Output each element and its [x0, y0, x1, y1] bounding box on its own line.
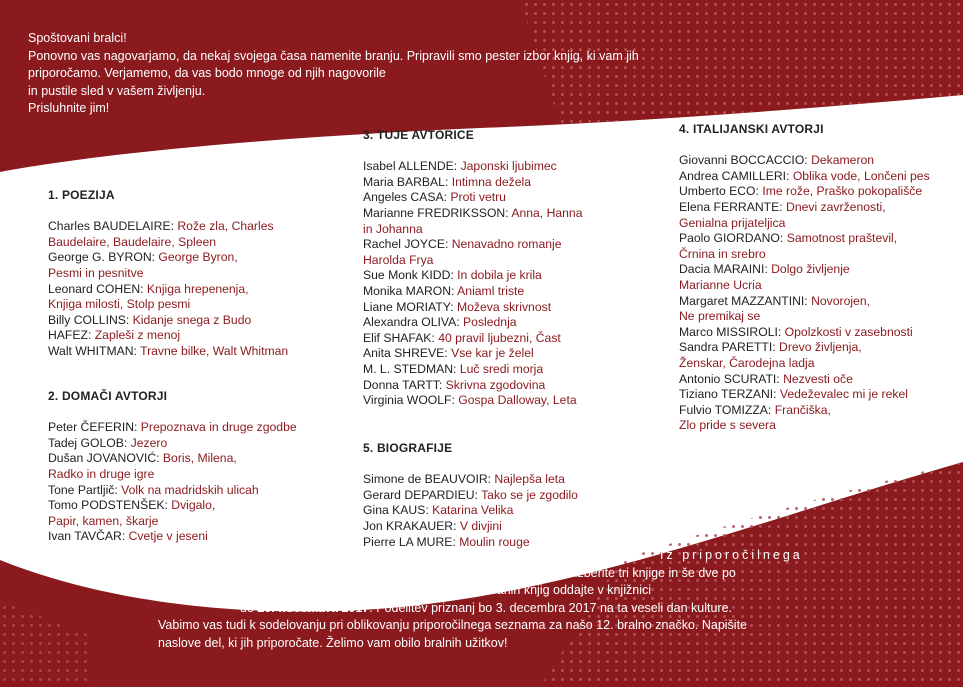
- book-entry: [679, 231, 930, 247]
- book-author: Tadej GOLOB:: [48, 435, 128, 450]
- intro-text: [28, 30, 728, 118]
- spacer: [48, 204, 288, 220]
- book-title: Luč sredi morja: [459, 361, 544, 376]
- section-italijanski-avtorji: [679, 122, 930, 434]
- section-poezija: [48, 188, 288, 360]
- book-author: Alexandra OLIVA:: [363, 315, 460, 330]
- book-title: Nenavadno romanje: [451, 237, 562, 252]
- book-title-continued: Harolda Frya: [363, 252, 434, 267]
- book-title: Dolgo življenje: [771, 262, 850, 277]
- book-title-continued: Zlo pride s severa: [679, 418, 776, 433]
- book-author: Walt WHITMAN:: [48, 343, 137, 358]
- spacer: [363, 457, 578, 473]
- book-entry: [679, 184, 930, 200]
- outro-line: do 20. novembra 2017. Podelitev priznanj bo 3. decembra 2017 na ta veseli dan kulture.: [240, 600, 732, 615]
- outro-line: Iz priporočilnega: [660, 548, 803, 562]
- book-title-continued: Ženskar, Čarodejna ladja: [679, 355, 815, 370]
- book-title: Ime rože, Praško pokopališče: [762, 184, 923, 199]
- book-entry: [363, 331, 583, 347]
- section-heading: 1. POEZIJA: [48, 188, 115, 202]
- book-author: Antonio SCURATI:: [679, 371, 780, 386]
- book-entry: [679, 387, 930, 403]
- book-author: Tone Partljič:: [48, 482, 118, 497]
- outro-text: [140, 547, 860, 653]
- book-entry: [48, 313, 288, 329]
- spacer: [679, 138, 930, 154]
- book-entry: [48, 483, 297, 499]
- book-entry: [363, 519, 578, 535]
- book-title-continued: Genialna prijateljica: [679, 215, 786, 230]
- book-entry: [363, 503, 578, 519]
- book-title: Jezero: [130, 435, 168, 450]
- book-entry: [48, 436, 297, 452]
- book-author: Giovanni BOCCACCIO:: [679, 153, 808, 168]
- book-author: Sandra PARETTI:: [679, 340, 776, 355]
- book-title-continued: Pesmi in pesnitve: [48, 265, 144, 280]
- book-entry: [679, 169, 930, 185]
- spacer: [363, 144, 583, 160]
- book-title: Dvigalo,: [171, 498, 216, 513]
- book-entry: [679, 153, 930, 169]
- book-author: Tiziano TERZANI:: [679, 387, 777, 402]
- intro-line: Ponovno vas nagovarjamo, da nekaj svojega časa namenite branju. Pripravili smo pester izbor knjig, ki vam jih: [28, 48, 639, 63]
- book-entry: [48, 529, 297, 545]
- book-title: Prepoznava in druge zgodbe: [140, 420, 297, 435]
- book-title: Novorojen,: [811, 293, 871, 308]
- book-entry: [48, 498, 297, 514]
- book-title: Japonski ljubimec: [460, 159, 557, 174]
- book-author: Pierre LA MURE:: [363, 534, 456, 549]
- book-author: Dacia MARAINI:: [679, 262, 768, 277]
- book-entry: [363, 393, 583, 409]
- book-author: George G. BYRON:: [48, 250, 156, 265]
- book-entry: [363, 284, 583, 300]
- book-title-continued: Papir, kamen, škarje: [48, 513, 159, 528]
- book-title: Anna, Hanna: [511, 205, 583, 220]
- book-entry: [363, 378, 583, 394]
- book-title: Aniaml triste: [457, 283, 525, 298]
- book-title: Proti vetru: [450, 190, 506, 205]
- book-title: Cvetje v jeseni: [128, 529, 208, 544]
- book-entry: [363, 315, 583, 331]
- book-entry: [363, 159, 583, 175]
- outro-line: lastnem izboru. Seznam prebranih knjig oddajte v knjižnici: [330, 583, 651, 598]
- book-title: Vse kar je želel: [451, 346, 534, 361]
- book-author: Donna TARTT:: [363, 377, 443, 392]
- book-author: Billy COLLINS:: [48, 312, 130, 327]
- book-author: Simone de BEAUVOIR:: [363, 472, 492, 487]
- book-title: Intimna dežela: [451, 174, 532, 189]
- book-title: Dnevi zavrženosti,: [786, 199, 886, 214]
- book-entry: [48, 344, 288, 360]
- section-heading: 5. BIOGRAFIJE: [363, 441, 453, 455]
- book-author: Anita SHREVE:: [363, 346, 448, 361]
- book-title: In dobila je krila: [457, 268, 542, 283]
- book-author: Andrea CAMILLERI:: [679, 168, 790, 183]
- spacer: [48, 405, 297, 421]
- book-entry: [48, 420, 297, 436]
- book-author: Ivan TAVČAR:: [48, 529, 126, 544]
- intro-line: priporočamo. Verjamemo, da vas bodo mnoge od njih nagovorile: [28, 66, 386, 80]
- book-author: Sue Monk KIDD:: [363, 268, 454, 283]
- book-title: Samotnost praštevil,: [786, 231, 898, 246]
- book-entry: [48, 328, 288, 344]
- book-entry: [363, 488, 578, 504]
- book-entry: [679, 340, 930, 356]
- book-author: Margaret MAZZANTINI:: [679, 293, 808, 308]
- book-author: Fulvio TOMIZZA:: [679, 402, 772, 417]
- book-title: Vedeževalec mi je rekel: [779, 387, 908, 402]
- book-title: Dekameron: [811, 153, 875, 168]
- book-title-continued: Baudelaire, Baudelaire, Spleen: [48, 234, 217, 249]
- book-title: Nezvesti oče: [783, 371, 853, 386]
- book-author: Gerard DEPARDIEU:: [363, 487, 478, 502]
- section-biografije: [363, 441, 578, 550]
- book-entry: [48, 219, 288, 235]
- section-tuje-avtorice: [363, 128, 583, 409]
- book-title: Moževa skrivnost: [456, 299, 552, 314]
- book-title: Rože zla, Charles: [177, 219, 274, 234]
- book-title: Travne bilke, Walt Whitman: [140, 343, 289, 358]
- book-author: Marco MISSIROLI:: [679, 324, 782, 339]
- book-entry: [363, 268, 583, 284]
- book-author: Umberto ECO:: [679, 184, 759, 199]
- book-author: Dušan JOVANOVIĆ:: [48, 451, 160, 466]
- book-entry: [363, 190, 583, 206]
- book-author: Leonard COHEN:: [48, 281, 144, 296]
- book-entry: [679, 294, 930, 310]
- book-entry: [679, 200, 930, 216]
- book-title: Knjiga hrepenenja,: [146, 281, 249, 296]
- book-title: Gospa Dalloway, Leta: [458, 393, 577, 408]
- intro-line: Prisluhnite jim!: [28, 101, 110, 115]
- book-entry: [679, 403, 930, 419]
- book-title-continued: Črnina in srebro: [679, 246, 766, 261]
- section-heading: 2. DOMAČI AVTORJI: [48, 389, 168, 403]
- book-title: Tako se je zgodilo: [481, 487, 578, 502]
- book-author: M. L. STEDMAN:: [363, 361, 457, 376]
- book-title: Boris, Milena,: [162, 451, 237, 466]
- book-author: Monika MARON:: [363, 283, 455, 298]
- book-author: Marianne FREDRIKSSON:: [363, 205, 509, 220]
- intro-line: in pustile sled v vašem življenju.: [28, 83, 206, 98]
- outro-line: naslove del, ki jih priporočate. Želimo vam obilo bralnih užitkov!: [158, 635, 508, 650]
- book-title: Frančiška,: [774, 402, 831, 417]
- book-title: Najlepša leta: [494, 472, 565, 487]
- book-title-continued: Knjiga milosti, Stolp pesmi: [48, 297, 191, 312]
- book-entry: [363, 346, 583, 362]
- book-author: Tomo PODSTENŠEK:: [48, 498, 168, 513]
- book-author: Gina KAUS:: [363, 503, 429, 518]
- outro-line: Vabimo vas tudi k sodelovanju pri oblikovanju priporočilnega seznama za našo 12. bralno značko. Napišite: [158, 618, 747, 633]
- book-author: Charles BAUDELAIRE:: [48, 219, 174, 234]
- book-entry: [363, 300, 583, 316]
- book-author: Virginia WOOLF:: [363, 393, 455, 408]
- book-author: HAFEZ:: [48, 328, 92, 343]
- book-author: Liane MORIATY:: [363, 299, 454, 314]
- book-entry: [363, 362, 583, 378]
- intro-line: Spoštovani bralci!: [28, 31, 127, 45]
- book-author: Elena FERRANTE:: [679, 199, 783, 214]
- book-author: Maria BARBAL:: [363, 174, 449, 189]
- book-title: Poslednja: [463, 315, 517, 330]
- book-author: Elif SHAFAK:: [363, 330, 435, 345]
- deadline-date: 20. novembra 2017: [257, 600, 370, 615]
- book-title: Skrivna zgodovina: [445, 377, 546, 392]
- book-title: Volk na madridskih ulicah: [121, 482, 259, 497]
- book-author: Isabel ALLENDE:: [363, 159, 458, 174]
- book-title: Kidanje snega z Budo: [132, 312, 252, 327]
- section-heading: 4. ITALIJANSKI AVTORJI: [679, 122, 824, 136]
- book-entry: [363, 175, 583, 191]
- book-entry: [363, 472, 578, 488]
- book-author: Jon KRAKAUER:: [363, 518, 457, 533]
- book-author: Rachel JOYCE:: [363, 237, 449, 252]
- book-entry: [363, 237, 583, 253]
- section-domaci-avtorji: [48, 389, 297, 545]
- book-entry: [679, 262, 930, 278]
- book-title: Zapleši z menoj: [94, 328, 181, 343]
- book-title: Moulin rouge: [459, 534, 530, 549]
- book-title: Katarina Velika: [432, 503, 514, 518]
- book-title: V divjini: [459, 518, 502, 533]
- book-entry: [48, 282, 288, 298]
- book-title-continued: in Johanna: [363, 221, 423, 236]
- book-author: Paolo GIORDANO:: [679, 231, 784, 246]
- book-title: Opolzkosti v zasebnosti: [784, 324, 913, 339]
- book-title-continued: Marianne Ucria: [679, 277, 762, 292]
- book-title: 40 pravil ljubezni, Čast: [438, 330, 561, 345]
- book-title-continued: Radko in druge igre: [48, 466, 155, 481]
- book-entry: [363, 206, 583, 222]
- section-heading: 3. TUJE AVTORICE: [363, 128, 475, 142]
- book-title: George Byron,: [158, 250, 238, 265]
- book-author: Peter ČEFERIN:: [48, 420, 138, 435]
- book-entry: [679, 372, 930, 388]
- book-entry: [48, 451, 297, 467]
- book-entry: [679, 325, 930, 341]
- outro-line: seznama si izberite tri knjige in še dve po: [508, 565, 736, 580]
- book-author: Angeles CASA:: [363, 190, 448, 205]
- book-title: Drevo življenja,: [779, 340, 862, 355]
- book-title: Oblika vode, Lončeni pes: [792, 168, 930, 183]
- book-entry: [48, 250, 288, 266]
- book-title-continued: Ne premikaj se: [679, 309, 761, 324]
